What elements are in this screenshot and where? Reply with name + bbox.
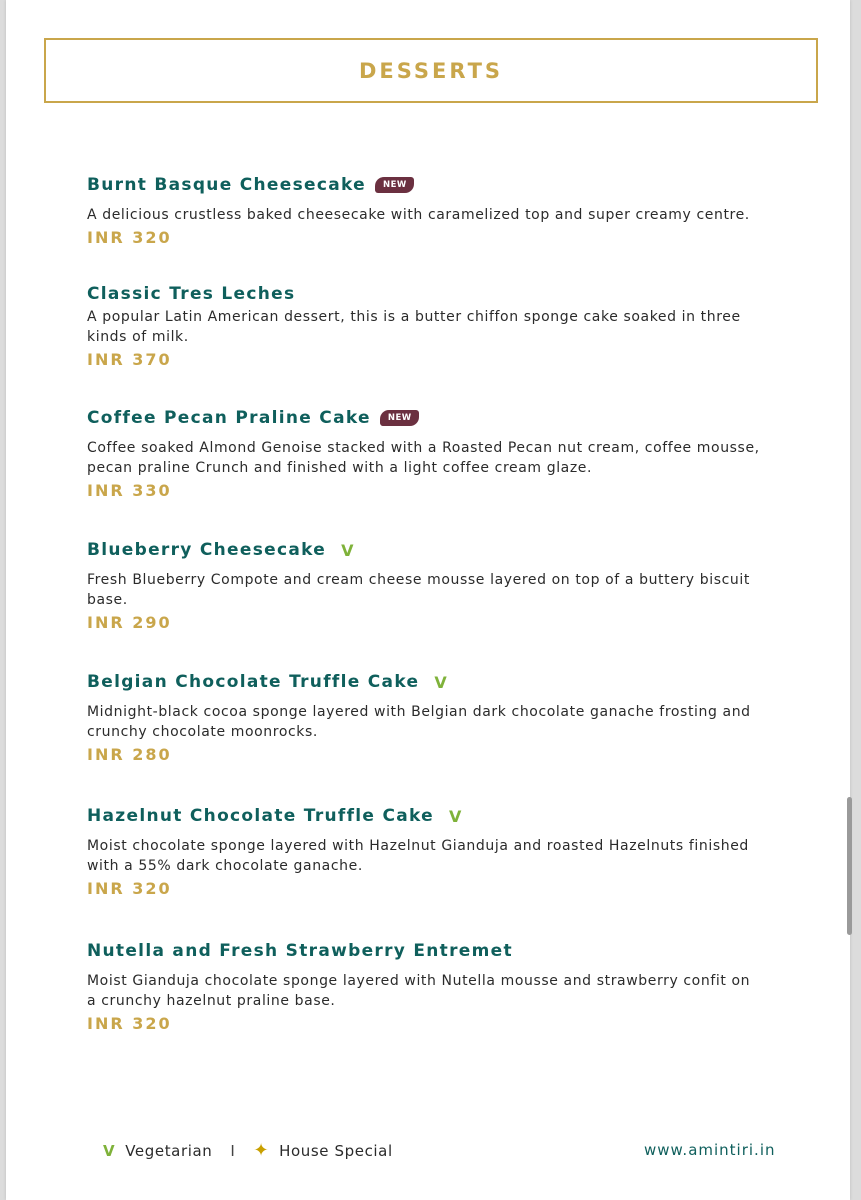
item-price: INR 290 — [87, 613, 172, 632]
item-name-row — [87, 284, 787, 304]
item-name: Blueberry Cheesecake — [87, 540, 327, 560]
star-icon: ✦ — [253, 1140, 270, 1161]
description-line: pecan praline Crunch and finished with a light coffee cream glaze. — [87, 460, 593, 476]
vegetarian-mark: V — [434, 672, 448, 692]
item-name: Nutella and Fresh Strawberry Entremet — [87, 941, 513, 961]
description-line: Midnight-black cocoa sponge layered with Belgian dark chocolate ganache frosting and — [87, 704, 751, 720]
description-line: A delicious crustless baked cheesecake with caramelized top and super creamy centre. — [87, 207, 750, 223]
item-price: INR 320 — [87, 1014, 172, 1033]
menu-item — [87, 806, 787, 898]
title-box — [44, 38, 818, 103]
description-line: Coffee soaked Almond Genoise stacked with a Roasted Pecan nut cream, coffee mousse, — [87, 440, 760, 456]
item-name-row — [87, 175, 787, 195]
description-line: base. — [87, 592, 128, 608]
website-link[interactable]: www.amintiri.in — [644, 1141, 776, 1159]
vegetarian-mark: V — [341, 540, 355, 560]
item-name-row — [87, 941, 787, 961]
house-special-label: House Special — [279, 1141, 393, 1160]
item-name: Belgian Chocolate Truffle Cake — [87, 672, 420, 692]
item-description — [87, 570, 787, 610]
vegetarian-label: Vegetarian — [125, 1141, 213, 1160]
item-name: Coffee Pecan Praline Cake — [87, 408, 371, 428]
item-name: Hazelnut Chocolate Truffle Cake — [87, 806, 434, 826]
item-name: Classic Tres Leches — [87, 284, 296, 304]
description-line: Moist chocolate sponge layered with Hazelnut Gianduja and roasted Hazelnuts finished — [87, 838, 749, 854]
new-badge: NEW — [375, 177, 414, 193]
description-line: a crunchy hazelnut praline base. — [87, 993, 336, 1009]
menu-item — [87, 175, 787, 247]
legend-separator: I — [230, 1141, 236, 1160]
item-description — [87, 438, 787, 478]
item-name-row — [87, 806, 787, 826]
menu-item — [87, 941, 787, 1033]
item-description — [87, 836, 787, 876]
item-price: INR 330 — [87, 481, 172, 500]
vegetarian-symbol: V — [103, 1141, 116, 1160]
item-description — [87, 702, 787, 742]
item-name-row — [87, 408, 787, 428]
item-price: INR 280 — [87, 745, 172, 764]
item-name: Burnt Basque Cheesecake — [87, 175, 366, 195]
description-line: Fresh Blueberry Compote and cream cheese mousse layered on top of a buttery biscuit — [87, 572, 750, 588]
description-line: crunchy chocolate moonrocks. — [87, 724, 318, 740]
scrollbar[interactable] — [847, 797, 852, 935]
item-price: INR 320 — [87, 228, 172, 247]
description-line: Moist Gianduja chocolate sponge layered with Nutella mousse and strawberry confit on — [87, 973, 751, 989]
item-name-row — [87, 540, 787, 560]
page-title: DESSERTS — [358, 58, 504, 83]
footer-legend — [103, 1140, 393, 1161]
menu-item — [87, 672, 787, 764]
item-description — [87, 971, 787, 1011]
vegetarian-mark: V — [449, 806, 463, 826]
item-description — [87, 307, 787, 347]
description-line: with a 55% dark chocolate ganache. — [87, 858, 363, 874]
item-name-row — [87, 672, 787, 692]
menu-item — [87, 408, 787, 500]
description-line: A popular Latin American dessert, this is a butter chiffon sponge cake soaked in three — [87, 309, 741, 325]
menu-page — [6, 0, 850, 1200]
item-price: INR 320 — [87, 879, 172, 898]
item-price: INR 370 — [87, 350, 172, 369]
menu-item — [87, 284, 787, 369]
item-description — [87, 205, 787, 225]
description-line: kinds of milk. — [87, 329, 189, 345]
menu-item — [87, 540, 787, 632]
new-badge: NEW — [380, 410, 419, 426]
